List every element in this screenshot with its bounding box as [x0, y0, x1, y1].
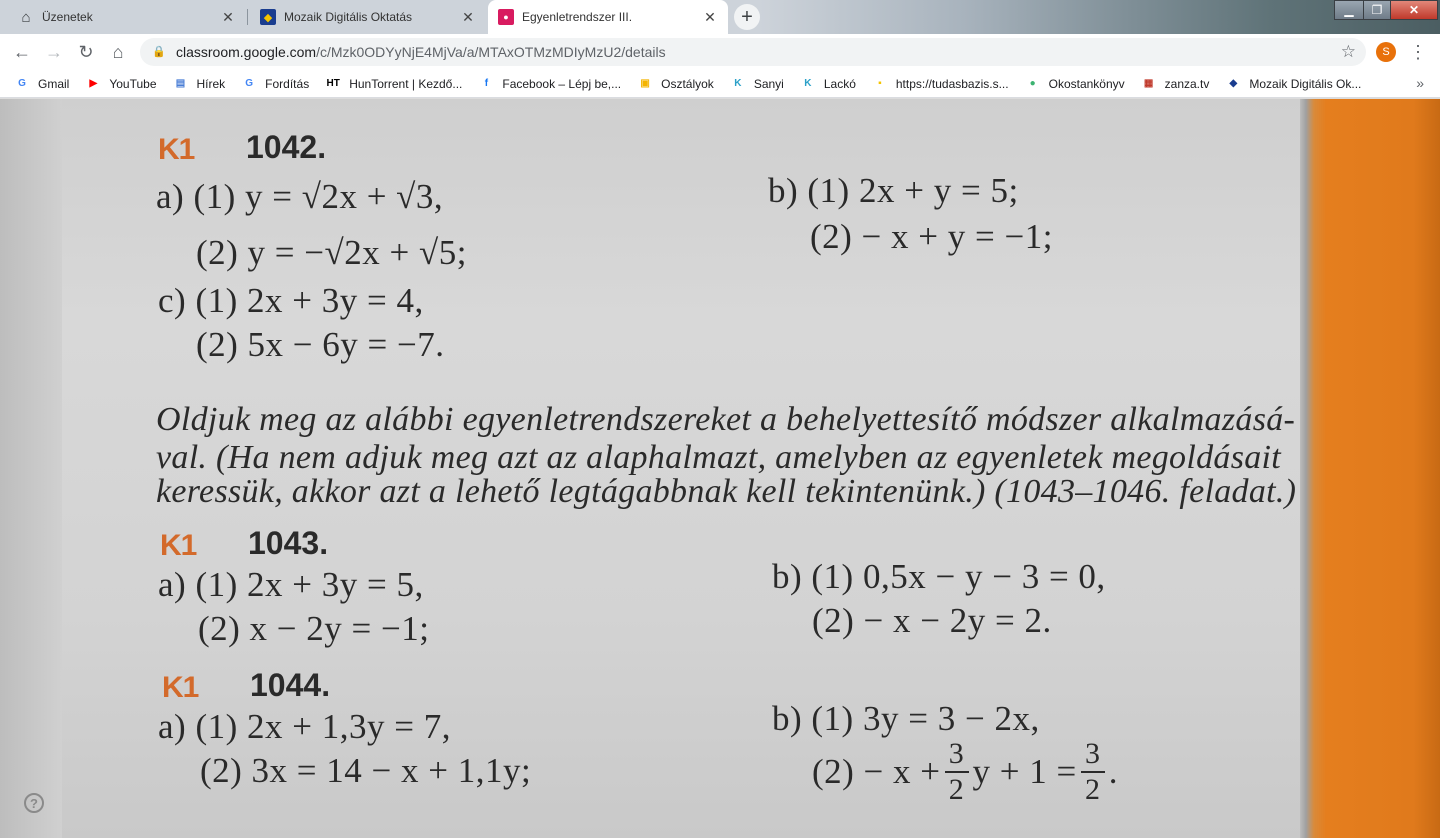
equation-a2: (2) 3x = 14 − x + 1,1y;	[200, 751, 532, 790]
bookmark-item[interactable]	[14, 76, 69, 92]
equation-b2-middle: y + 1 =	[972, 752, 1077, 791]
orange-book-cover	[1306, 99, 1440, 838]
bookmarks-bar	[0, 70, 1440, 98]
bookmark-label: Fordítás	[265, 76, 310, 91]
fraction-denominator: 2	[948, 773, 965, 806]
tab-uzenetek[interactable]	[8, 0, 246, 34]
instruction-line-3: keressük, akkor azt a lehető legtágabbnak kell tekintenünk.) (1043–1046. feladat.)	[156, 473, 1297, 510]
bookmark-label: Gmail	[38, 76, 70, 91]
instruction-line-1: Oldjuk meg az alábbi egyenletrendszereket a behelyettesítő módszer alkalmazásá-	[156, 401, 1296, 438]
difficulty-label: K1	[160, 529, 197, 562]
url-path: /c/Mzk0ODYyNjE4MjVa/a/MTAxOTMzMDIyMzU2/details	[316, 44, 666, 60]
news-icon: ▤	[175, 78, 186, 89]
bookmark-item[interactable]	[173, 76, 226, 92]
bookmark-item[interactable]	[872, 76, 1009, 92]
home-button[interactable]: ⌂	[112, 41, 124, 62]
bookmark-item[interactable]	[241, 76, 309, 92]
bookmark-item[interactable]	[478, 76, 621, 92]
equation-b2: (2) − x − 2y = 2.	[812, 601, 1052, 640]
mozaik-logo-icon: ◆	[1229, 78, 1238, 89]
equation-a2: (2) y = −√2x + √5;	[196, 233, 467, 272]
kreta-icon: K	[734, 78, 742, 89]
reload-button[interactable]: ↻	[78, 41, 94, 62]
huntorrent-icon: HT	[326, 78, 340, 89]
close-tab-icon[interactable]: ✕	[222, 8, 234, 25]
bookmark-label: Osztályok	[661, 76, 714, 91]
equation-c2: (2) 5x − 6y = −7.	[196, 325, 445, 364]
tab-title: Egyenletrendszer III.	[522, 10, 633, 24]
bookmark-label: Lackó	[823, 76, 856, 91]
bookmark-label: Hírek	[196, 76, 226, 91]
bookmark-label: Mozaik Digitális Ok...	[1249, 76, 1362, 91]
fraction	[945, 739, 969, 805]
bookmark-item[interactable]	[800, 76, 856, 92]
okostankonyv-icon: ●	[1029, 78, 1036, 89]
bookmarks-overflow-button[interactable]: »	[1416, 75, 1424, 91]
menu-dots-icon[interactable]: ⋮	[1409, 41, 1427, 62]
close-tab-icon[interactable]: ✕	[462, 8, 474, 25]
tab-mozaik[interactable]	[250, 0, 486, 34]
classroom-icon: ▣	[640, 78, 650, 89]
equation-b2-start: (2) − x +	[812, 752, 941, 791]
browser-toolbar	[0, 34, 1440, 70]
google-icon: G	[18, 78, 26, 89]
equation-b2: (2) − x + y = −1;	[810, 217, 1053, 256]
page-edge	[0, 99, 62, 838]
zanza-icon: ▦	[1143, 78, 1154, 89]
instruction-line-2: val. (Ha nem adjuk meg azt az alaphalmazt, amelyben az egyenletek megoldásait	[156, 439, 1282, 476]
fraction-denominator: 2	[1085, 773, 1101, 806]
facebook-icon: f	[484, 78, 489, 89]
bookmark-label: Okostankönyv	[1048, 76, 1125, 91]
difficulty-label: K1	[158, 133, 195, 166]
close-window-button[interactable]: ✕	[1390, 0, 1438, 20]
bookmark-label: YouTube	[109, 76, 157, 91]
equation-a2: (2) x − 2y = −1;	[198, 609, 430, 648]
home-icon: ⌂	[21, 8, 31, 26]
translate-icon: G	[245, 78, 254, 89]
equation-b1: b) (1) 2x + y = 5;	[768, 171, 1019, 210]
bookmark-label: Sanyi	[753, 76, 784, 91]
back-button[interactable]: ←	[13, 41, 31, 62]
tudasbazis-icon: ▪	[878, 78, 882, 89]
bookmark-label: https://tudasbazis.s...	[895, 76, 1009, 91]
equation-b2-end: .	[1108, 752, 1119, 791]
bookmark-star-icon[interactable]: ☆	[1340, 42, 1356, 61]
tab-separator	[247, 9, 248, 25]
bookmark-item[interactable]	[730, 76, 784, 92]
bookmark-item[interactable]	[1225, 76, 1361, 92]
lock-icon[interactable]: 🔒	[152, 46, 166, 58]
fraction-numerator: 3	[948, 737, 965, 770]
close-tab-icon[interactable]: ✕	[704, 8, 716, 25]
forward-button[interactable]: →	[45, 41, 63, 62]
problem-number: 1043.	[248, 525, 329, 561]
bookmark-item[interactable]	[325, 76, 462, 92]
equation-b2	[812, 739, 1118, 805]
bookmark-label: Facebook – Lépj be,...	[502, 76, 622, 91]
textbook-photo	[0, 99, 1440, 838]
profile-avatar[interactable]: S	[1376, 42, 1396, 62]
equation-b1: b) (1) 3y = 3 − 2x,	[772, 699, 1040, 738]
new-tab-button[interactable]: +	[734, 4, 760, 30]
minimize-button[interactable]: ▁	[1334, 0, 1364, 20]
help-icon[interactable]: ?	[24, 793, 44, 813]
equation-c1: c) (1) 2x + 3y = 4,	[158, 281, 424, 320]
maximize-button[interactable]: ❐	[1363, 0, 1391, 20]
bookmark-label: HunTorrent | Kezdő...	[349, 76, 463, 91]
bookmark-label: zanza.tv	[1164, 76, 1210, 91]
equation-a1: a) (1) y = √2x + √3,	[156, 177, 444, 216]
bookmark-item[interactable]	[85, 76, 156, 92]
mozaik-logo-icon: ◆	[260, 9, 276, 25]
tab-strip	[0, 0, 1440, 34]
problem-number: 1042.	[246, 129, 327, 165]
difficulty-label: K1	[162, 671, 199, 704]
tab-egyenletrendszer[interactable]	[488, 0, 728, 34]
fraction	[1081, 739, 1105, 805]
classroom-icon: ●	[498, 9, 514, 25]
url-host: classroom.google.com	[176, 44, 317, 60]
tab-title: Mozaik Digitális Oktatás	[284, 10, 413, 24]
tab-title: Üzenetek	[42, 10, 93, 24]
equation-a1: a) (1) 2x + 1,3y = 7,	[158, 707, 451, 746]
problem-number: 1044.	[250, 667, 331, 703]
bookmark-item[interactable]	[637, 76, 714, 92]
equation-b1: b) (1) 0,5x − y − 3 = 0,	[772, 557, 1106, 596]
youtube-icon: ▶	[89, 78, 98, 89]
address-bar[interactable]	[140, 38, 1366, 66]
fraction-numerator: 3	[1085, 737, 1101, 770]
bookmark-item[interactable]	[1025, 76, 1125, 92]
kreta-icon: K	[804, 78, 812, 89]
equation-a1: a) (1) 2x + 3y = 5,	[158, 565, 424, 604]
bookmark-item[interactable]	[1141, 76, 1210, 92]
